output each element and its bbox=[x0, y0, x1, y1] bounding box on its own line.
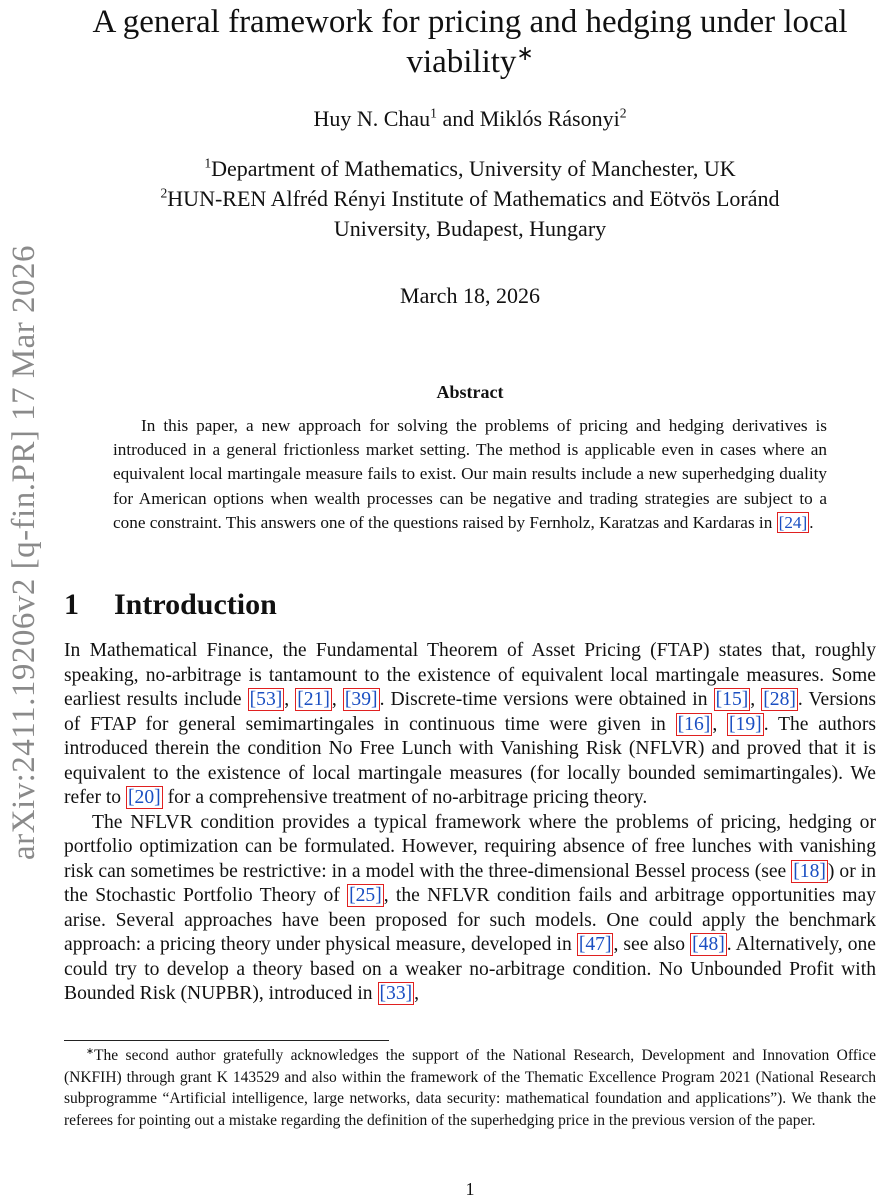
abstract-text: In this paper, a new approach for solving the problems of pricing and hedging derivatives is introduced in a general frictionless market setting. The method is applicable even in cases where an equivalent local martingale measure fails to exist. Our main results include a new superhedging duality for American options when wealth processes can be negative and trading strategies are subject to a cone constraint. This answers one of the questions raised by Fernholz, Karatzas and Kardaras in bbox=[113, 416, 827, 532]
footnote-text: The second author gratefully acknowledges the support of the National Research, Development and Innovation Office (NKFIH) through grant K 143529 and also within the framework of the Thematic Excellence Program 2021 (National Research subprogramme “Artificial intelligence, large networks, data security: mathematical foundation and applications”). We thank the referees for pointing out a mistake regarding the definition of the superhedging price in the previous version of the paper. bbox=[64, 1047, 876, 1129]
affiliations bbox=[64, 154, 876, 244]
author-list bbox=[64, 106, 876, 132]
page-number: 1 bbox=[465, 1179, 475, 1199]
arxiv-identifier-sidebar: arXiv:2411.19206v2 [q-fin.PR] 17 Mar 2026 bbox=[6, 244, 42, 860]
citation-link[interactable]: [18] bbox=[793, 860, 826, 882]
paragraph-text: The NFLVR condition provides a typical framework where the problems of pricing, hedging or portfolio optimization can be formulated. However, requiring absence of free lunches with vanishing risk can sometimes be restrictive: in a model with the three-dimensional Bessel process (see bbox=[64, 811, 876, 882]
abstract-body bbox=[113, 414, 827, 535]
footnote bbox=[64, 1045, 876, 1131]
section-heading bbox=[64, 588, 277, 622]
paragraph-text: . Discrete-time versions were obtained in bbox=[379, 689, 714, 710]
section-title: Introduction bbox=[114, 588, 277, 621]
citation-link[interactable]: [19] bbox=[729, 713, 762, 735]
citation-link[interactable]: [47] bbox=[578, 934, 612, 955]
author-2: Miklós Rásonyi bbox=[479, 106, 620, 131]
affiliation-2-mark: 2 bbox=[160, 185, 168, 201]
title-line-1: A general framework for pricing and hedging under local bbox=[92, 4, 848, 40]
author-1-affiliation-mark: 1 bbox=[430, 105, 437, 121]
citation-link[interactable]: [15] bbox=[715, 689, 749, 710]
citation-link[interactable]: [25] bbox=[349, 885, 382, 906]
title-line-2 bbox=[70, 42, 870, 82]
affiliation-2-text-line-2: University, Budapest, Hungary bbox=[333, 216, 607, 241]
paragraph-text: , bbox=[284, 689, 296, 710]
citation-link[interactable]: [16] bbox=[677, 713, 711, 735]
citation-link[interactable]: [24] bbox=[778, 512, 808, 532]
paragraph-text: , see also bbox=[613, 934, 691, 955]
abstract-heading: Abstract bbox=[436, 382, 504, 402]
paragraph-2 bbox=[64, 811, 876, 1007]
citation-link[interactable]: [39] bbox=[344, 689, 378, 710]
author-2-affiliation-mark: 2 bbox=[619, 105, 627, 121]
paragraph-text: , the NFLVR condition fails and arbitrage opportunities may arise. Several approaches have been proposed for such models. One could apply the benchmark approach: a pricing theory under physical measure, developed in bbox=[64, 885, 876, 955]
footnote-divider bbox=[64, 1040, 389, 1041]
citation-link[interactable]: [53] bbox=[249, 689, 283, 710]
paragraph-1 bbox=[64, 639, 876, 811]
affiliation-1-mark: 1 bbox=[204, 155, 212, 171]
citation-link[interactable]: [28] bbox=[763, 689, 796, 710]
paragraph-text: . Versions of FTAP for general semimartingales in continuous time were given in bbox=[64, 689, 876, 735]
paragraph-text: , bbox=[331, 689, 343, 710]
citation-link[interactable]: [20] bbox=[128, 787, 161, 808]
author-conjunction: and bbox=[436, 106, 480, 131]
paragraph-text: , bbox=[712, 713, 728, 735]
section-number: 1 bbox=[64, 588, 79, 621]
paragraph-text: , bbox=[414, 983, 420, 1004]
affiliation-1 bbox=[64, 154, 876, 184]
paragraph-text: . Alternatively, one could try to develop a theory based on a weaker no-arbitrage condition. No Unbounded Profit with Bounded Risk (NUPBR), introduced in bbox=[64, 934, 876, 1004]
paragraph-text: . The authors introduced therein the condition No Free Lunch with Vanishing Risk (NFLVR) and proved that it is equivalent to the existence of local martingale measures (for locally bounded semimartingales). We refer to bbox=[64, 713, 876, 808]
citation-link[interactable]: [48] bbox=[692, 934, 725, 955]
paragraph-text: ) or in the Stochastic Portfolio Theory of bbox=[64, 860, 876, 906]
paragraph-text: In Mathematical Finance, the Fundamental Theorem of Asset Pricing (FTAP) states that, roughly speaking, no-arbitrage is tantamount to the existence of equivalent local martingale measures. Some earliest results include bbox=[64, 640, 876, 710]
citation-link[interactable]: [33] bbox=[379, 983, 413, 1004]
paragraph-text: for a comprehensive treatment of no-arbitrage pricing theory. bbox=[162, 787, 648, 808]
affiliation-2 bbox=[64, 184, 876, 214]
author-1: Huy N. Chau bbox=[313, 106, 431, 131]
abstract-text-end: . bbox=[809, 512, 814, 532]
affiliation-2-text-line-1: HUN-REN Alfréd Rényi Institute of Mathematics and Eötvös Loránd bbox=[167, 186, 780, 211]
paragraph-text: , bbox=[750, 689, 762, 710]
paper-date: March 18, 2026 bbox=[400, 283, 540, 308]
citation-link[interactable]: [21] bbox=[297, 689, 330, 710]
affiliation-1-text: Department of Mathematics, University of Manchester, UK bbox=[211, 156, 736, 181]
title-footnote-mark[interactable]: ∗ bbox=[516, 43, 534, 65]
title-line-2-text: viability bbox=[406, 44, 517, 80]
introduction-body bbox=[64, 639, 876, 1007]
footnote-mark: ∗ bbox=[86, 1045, 95, 1057]
paper-title bbox=[70, 2, 870, 82]
